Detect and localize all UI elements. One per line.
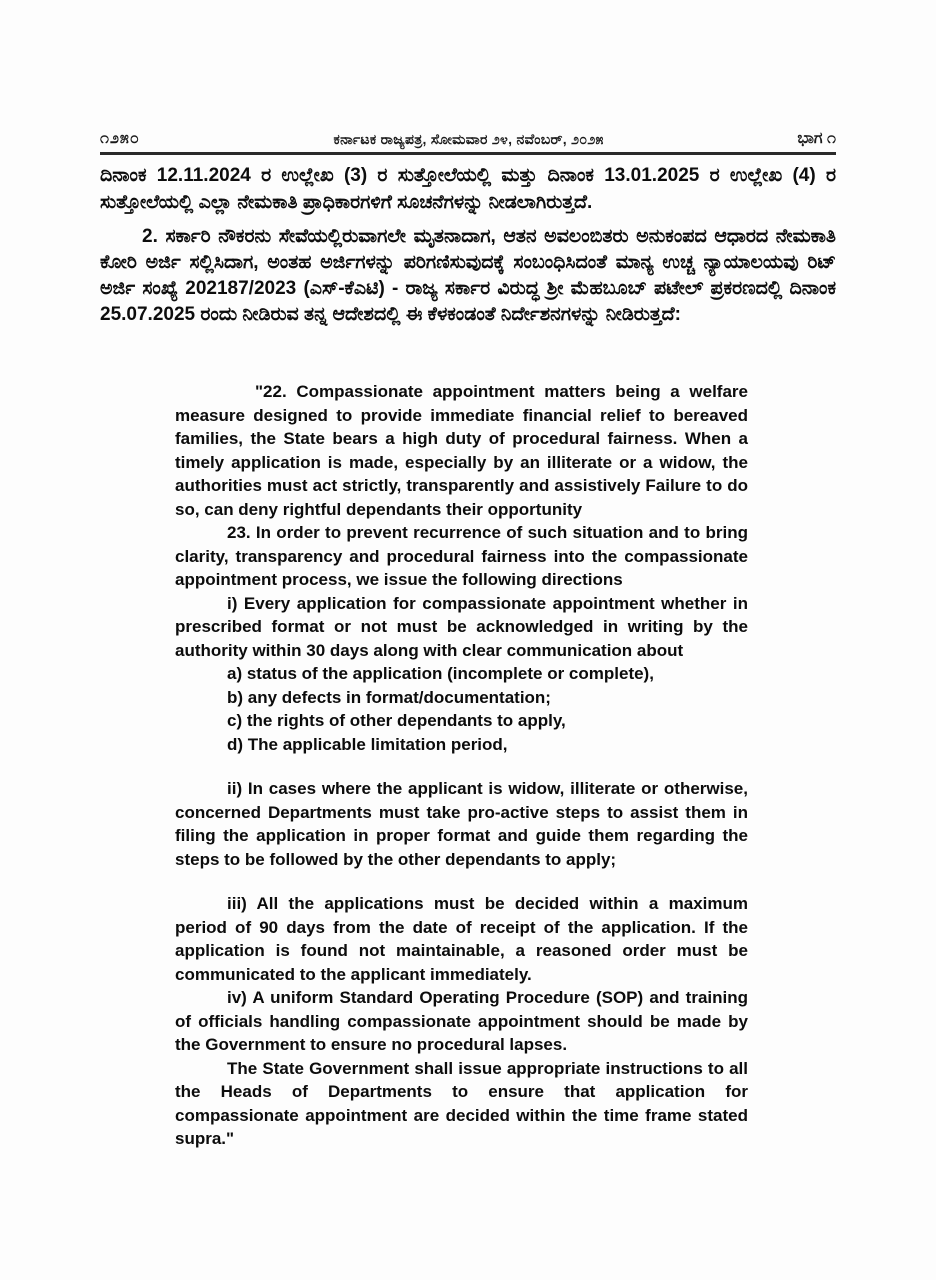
part-label: ಭಾಗ ೧	[797, 130, 836, 147]
quote-para-22: "22. Compassionate appointment matters being a welfare measure designed to provide immediate financial relief to bereaved families, the State bears a high duty of procedural fairness. When a timely application is made, especially by an illiterate or a widow, the authorities must act strictly, transparently and assistively Failure to do so, can deny rightful dependants their opportunity	[175, 382, 748, 519]
page-number: ೧೨೫೦	[100, 130, 140, 147]
quote-direction-i: i) Every application for compassionate appointment whether in prescribed format or not must be acknowledged in writing by the authority within 30 days along with clear communication about	[175, 593, 748, 660]
paragraph-gap	[175, 871, 748, 892]
quote-subitem-c: c) the rights of other dependants to apply,	[227, 711, 566, 730]
gazette-title: ಕರ್ನಾಟಕ ರಾಜ್ಯಪತ್ರ, ಸೋಮವಾರ ೨೪, ನವೆಂಬರ್, ೨೦೨೫	[333, 131, 604, 147]
quote-direction-iii: iii) All the applications must be decided within a maximum period of 90 days from the date of receipt of the application. If the application is found not maintainable, a reasoned order must be communicated to the applicant immediately.	[175, 894, 748, 984]
page-content	[100, 128, 836, 1151]
quote-subitem-d: d) The applicable limitation period,	[227, 734, 508, 754]
paragraph-gap	[175, 756, 748, 777]
court-order-quote-block	[175, 380, 748, 1151]
header-rule	[100, 152, 836, 155]
quote-subitem-b: b) any defects in format/documentation;	[227, 687, 551, 707]
quote-closing-para: The State Government shall issue appropriate instructions to all the Heads of Departments to ensure that application for compassionate appointment are decided within the time frame stated supra."	[175, 1058, 748, 1148]
quote-direction-iv: iv) A uniform Standard Operating Procedure (SOP) and training of officials handling compassionate appointment should be made by the Government to ensure no procedural lapses.	[175, 988, 748, 1054]
gazette-header	[100, 128, 836, 148]
quote-para-23: 23. In order to prevent recurrence of such situation and to bring clarity, transparency and procedural fairness into the compassionate appointment process, we issue the following directions	[175, 523, 748, 589]
kannada-paragraph-2: 2. ಸರ್ಕಾರಿ ನೌಕರನು ಸೇವೆಯಲ್ಲಿರುವಾಗಲೇ ಮೃತನಾದಾಗ, ಆತನ ಅವಲಂಬಿತರು ಅನುಕಂಪದ ಆಧಾರದ ನೇಮಕಾತಿ ಕೋರಿ ಅರ್ಜಿ ಸಲ್ಲಿಸಿದಾಗ, ಅಂತಹ ಅರ್ಜಿಗಳನ್ನು ಪರಿಗಣಿಸುವುದಕ್ಕೆ ಸಂಬಂಧಿಸಿದಂತೆ ಮಾನ್ಯ ಉಚ್ಚ ನ್ಯಾಯಾಲಯವು ರಿಟ್ ಅರ್ಜಿ ಸಂಖ್ಯೆ 202187/2023 (ಎಸ್-ಕೆಎಟಿ) - ರಾಜ್ಯ ಸರ್ಕಾರ ವಿರುದ್ಧ ಶ್ರೀ ಮೆಹಬೂಬ್ ಪಟೇಲ್ ಪ್ರಕರಣದಲ್ಲಿ ದಿನಾಂಕ 25.07.2025 ರಂದು ನೀಡಿರುವ ತನ್ನ ಆದೇಶದಲ್ಲಿ ಈ ಕೆಳಕಂಡಂತೆ ನಿರ್ದೇಶನಗಳನ್ನು ನೀಡಿರುತ್ತದೆ:	[100, 226, 836, 325]
quote-direction-ii: ii) In cases where the applicant is widow, illiterate or otherwise, concerned Departments must take pro-active steps to assist them in filing the application in proper format and guide them regarding the steps to be followed by the other dependants to apply;	[175, 779, 748, 869]
quote-subitem-a: a) status of the application (incomplete or complete),	[227, 664, 654, 683]
kannada-paragraph-1: ದಿನಾಂಕ 12.11.2024 ರ ಉಲ್ಲೇಖ (3) ರ ಸುತ್ತೋಲೆಯಲ್ಲಿ ಮತ್ತು ದಿನಾಂಕ 13.01.2025 ರ ಉಲ್ಲೇಖ (4) ರ ಸುತ್ತೋಲೆಯಲ್ಲಿ ಎಲ್ಲಾ ನೇಮಕಾತಿ ಪ್ರಾಧಿಕಾರಗಳಿಗೆ ಸೂಚನೆಗಳನ್ನು ನೀಡಲಾಗಿರುತ್ತದೆ.	[100, 165, 836, 213]
